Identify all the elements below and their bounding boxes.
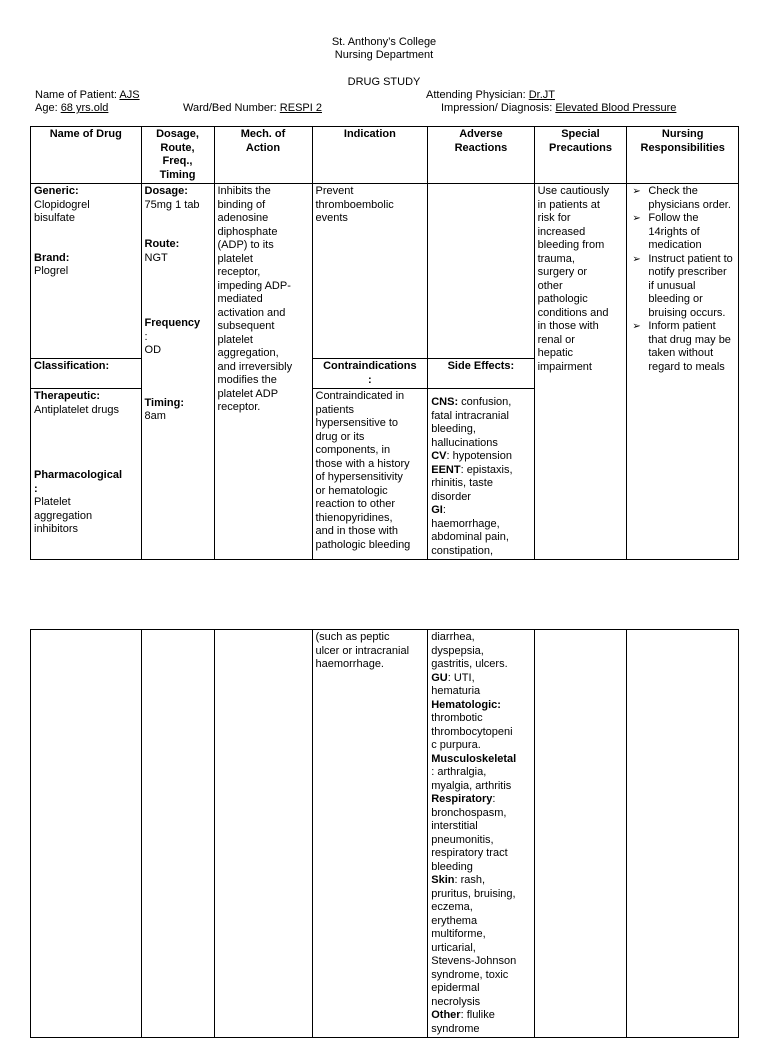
nursing-item: ➢ Inform patient that drug may be taken without regard to meals (630, 320, 735, 374)
mechanism-cell: Inhibits the binding of adenosine diphosphate (ADP) to its platelet receptor, impeding ADP- mediated activation and subsequent platelet aggregation, and irreversibly modifies the platelet ADP receptor. (214, 184, 312, 560)
continued-nursing-cell (627, 630, 739, 1038)
continued-contraindications-cell: (such as peptic ulcer or intracranial haemorrhage. (312, 630, 428, 1038)
continued-precautions-cell (534, 630, 627, 1038)
drug-name-cell: Generic: Clopidogrel bisulfate Brand: Plogrel (31, 184, 142, 359)
col-header-name: Name of Drug (31, 127, 142, 184)
classification-detail-cell: Therapeutic: Antiplatelet drugs Pharmacological : Platelet aggregation inhibitors (31, 389, 142, 560)
continued-row (31, 630, 739, 1038)
department-name: Nursing Department (334, 49, 434, 61)
nursing-item: ➢ Follow the 14rights of medication (630, 212, 735, 253)
side-effects-header: Side Effects: (428, 359, 534, 389)
classification-cell: Classification: (31, 359, 142, 389)
col-header-precautions: Special Precautions (534, 127, 627, 184)
contraindications-header: Contraindications : (312, 359, 428, 389)
drug-study-table-continued (30, 629, 739, 1038)
ward-bed-number: Ward/Bed Number: RESPI 2 (183, 102, 322, 114)
adverse-reactions-cell (428, 184, 534, 359)
header-row (31, 127, 739, 184)
side-effects-cell: CNS: confusion, fatal intracranial bleeding, hallucinations CV: hypotension EENT: epistaxis, rhinitis, taste disorder GI: haemorrhage, abdominal pain, constipation, (428, 389, 534, 560)
col-header-mechanism: Mech. of Action (214, 127, 312, 184)
nursing-cell (627, 184, 739, 560)
continued-mechanism-cell (214, 630, 312, 1038)
impression-diagnosis: Impression/ Diagnosis: Elevated Blood Pressure (441, 102, 677, 114)
continued-dosage-cell (141, 630, 214, 1038)
drug-row-top (31, 184, 739, 359)
col-header-nursing: Nursing Responsibilities (627, 127, 739, 184)
drug-study-table (30, 126, 739, 560)
contraindications-cell: Contraindicated in patients hypersensitive to drug or its components, in those with a history of hypersensitivity or hematologic reaction to other thienopyridines, and in those with pathologic bleeding (312, 389, 428, 560)
attending-physician: Attending Physician: Dr.JT (426, 89, 556, 101)
nursing-item: ➢ Check the physicians order. (630, 185, 735, 212)
indication-cell: Prevent thromboembolic events (312, 184, 428, 359)
dosage-cell: Dosage: 75mg 1 tab Route: NGT Frequency : OD Timing: 8am (141, 184, 214, 560)
continued-side-effects-cell: diarrhea, dyspepsia, gastritis, ulcers. GU: UTI, hematuria Hematologic: thrombotic thrombocytopeni c purpura. Musculoskeletal : arthralgia, myalgia, arthritis Respiratory: bronchospasm, interstitial pneumonitis, respiratory tract bleeding Skin: rash, pruritus, bruising, eczema, erythema multiforme, urticarial, Stevens-Johnson syndrome, toxic epidermal necrolysis Other: flulike syndrome (428, 630, 534, 1038)
col-header-dosage: Dosage, Route, Freq., Timing (141, 127, 214, 184)
nursing-item: ➢ Instruct patient to notify prescriber if unusual bleeding or bruising occurs. (630, 253, 735, 321)
continued-name-cell (31, 630, 142, 1038)
patient-age: Age: 68 yrs.old (35, 102, 109, 114)
col-header-adverse: Adverse Reactions (428, 127, 534, 184)
college-name: St. Anthony’s College (331, 36, 437, 48)
col-header-indication: Indication (312, 127, 428, 184)
document-title: DRUG STUDY (347, 76, 421, 88)
patient-name: Name of Patient: AJS (35, 89, 140, 101)
precautions-cell: Use cautiously in patients at risk for increased bleeding from trauma, surgery or other pathologic conditions and in those with renal or hepatic impairment (534, 184, 627, 560)
